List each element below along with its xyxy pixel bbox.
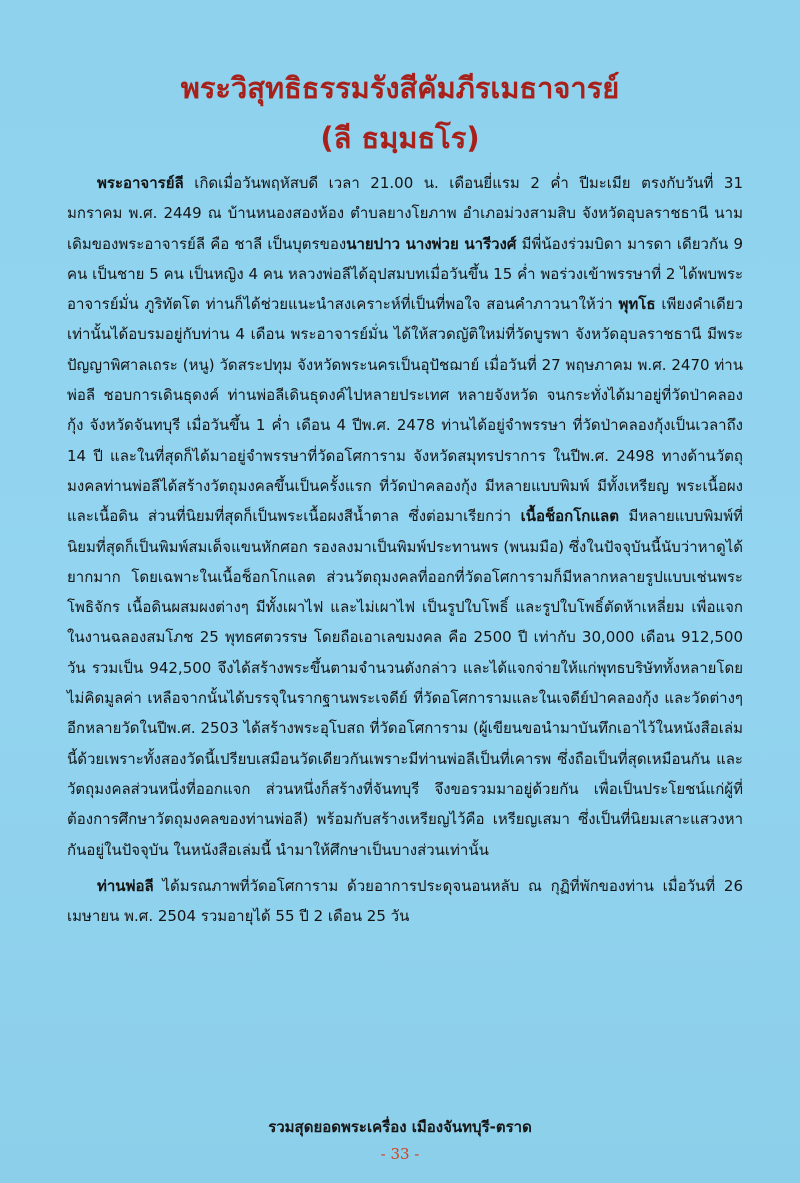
run: เพียงคำเดียวเท่านั้นได้อบรมอยู่กับท่าน 4 เดือน พระอาจารย์มั่น ได้ให้สวดญัติใหม่ที่วัดบูรพา จังหวัดอุบลราชธานี มีพระปัญญาพิศาลเถระ (หนู) วัดสระปทุม จังหวัดพระนครเป็นอุปัชฌาย์ เมื่อวันที่ 27 พฤษภาคม พ.ศ. 2470 ท่านพ่อลี ชอบการเดินธุดงค์ ท่านพ่อลีเดินธุดงค์ไปหลายประเทศ หลายจังหวัด จนกระทั่งได้มาอยู่ที่วัดป่าคลองกุ้ง จังหวัดจันทบุรี เมื่อวันขึ้น 1 ค่ำ เดือน 4 ปีพ.ศ. 2478 ท่านได้อยู่จำพรรษา ที่วัดป่าคลองกุ้งเป็นเวลาถึง 14 ปี และในที่สุดก็ได้มาอยู่จำพรรษาที่วัดอโศการาม จังหวัดสมุทรปราการ ในปีพ.ศ. 2498 ทางด้านวัตถุมงคลท่านพ่อลีได้สร้างวัตถุมงคลขึ้นเป็นครั้งแรก ที่วัดป่าคลองกุ้ง มีหลายแบบพิมพ์ มีทั้งเหรียญ พระเนื้อผงและเนื้อดิน ส่วนที่นิยมที่สุดก็เป็นพระเนื้อผงสีน้ำตาล ซึ่งต่อมาเรียกว่า <box>67 295 743 526</box>
run: ท่านพ่อลี <box>97 876 154 895</box>
run: นายปาว นางพ่วย นารีวงศ์ <box>346 234 517 253</box>
paragraph-biography <box>67 168 743 865</box>
paragraph-death <box>67 871 743 932</box>
body-text <box>67 168 743 931</box>
page-number: - 33 - <box>380 1145 420 1163</box>
run: เนื้อช็อกโกแลต <box>520 507 619 526</box>
run: พุทโธ <box>618 295 656 314</box>
run: พระอาจารย์ลี <box>97 174 184 192</box>
footer-book-title: รวมสุดยอดพระเครื่อง เมืองจันทบุรี-ตราด <box>268 1118 532 1136</box>
page-title: พระวิสุทธิธรรมรังสีคัมภีรเมธาจารย์ <box>180 71 620 105</box>
run: มีหลายแบบพิมพ์ที่นิยมที่สุดก็เป็นพิมพ์สมเด็จแขนหักศอก รองลงมาเป็นพิมพ์ประทานพร (พนมมือ) ซึ่งในปัจจุบันนี้นับว่าหาดูได้ยากมาก โดยเฉพาะในเนื้อช็อกโกแลต ส่วนวัตถุมงคลที่ออกที่วัดอโศการามก็มีหลากหลายรูปแบบเช่นพระโพธิจักร เนื้อดินผสมผงต่างๆ มีทั้งเผาไฟ และไม่เผาไฟ เป็นรูปใบโพธิ์ และรูปใบโพธิ์ตัดห้าเหลี่ยม เพื่อแจกในงานฉลองสมโภช 25 พุทธศตวรรษ โดยถือเอาเลขมงคล คือ 2500 ปี เท่ากับ 30,000 เดือน 912,500 วัน รวมเป็น 942,500 จึงได้สร้างพระขึ้นตามจำนวนดังกล่าว และได้แจกจ่ายให้แก่พุทธบริษัททั้งหลายโดยไม่คิดมูลค่า เหลือจากนั้นได้บรรจุในรากฐานพระเจดีย์ ที่วัดอโศการามและในเจดีย์ป่าคลองกุ้ง และวัดต่างๆ อีกหลายวัดในปีพ.ศ. 2503 ได้สร้างพระอุโบสถ ที่วัดอโศการาม (ผู้เขียนขอนำมาบันทึกเอาไว้ในหนังสือเล่มนี้ด้วยเพราะทั้งสองวัดนี้เปรียบเสมือนวัดเดียวกันเพราะมีท่านพ่อลีเป็นที่เคารพ ซึ่งถือเป็นที่สุดเหมือนกัน และวัตถุมงคลส่วนหนึ่งที่ออกแจก ส่วนหนึ่งก็สร้างที่จันทบุรี จึงขอรวมมาอยู่ด้วยกัน เพื่อเป็นประโยชน์แก่ผู้ที่ต้องการศึกษาวัตถุมงคลของท่านพ่อลี) พร้อมกับสร้างเหรียญไว้คือ เหรียญเสมา ซึ่งเป็นที่นิยมเสาะแสวงหากันอยู่ในปัจจุบัน ในหนังสือเล่มนี้ นำมาให้ศึกษาเป็นบางส่วนเท่านั้น <box>67 507 743 859</box>
run: ได้มรณภาพที่วัดอโศการาม ด้วยอาการประดุจนอนหลับ ณ กุฏิที่พักของท่าน เมื่อวันที่ 26 เมษายน พ.ศ. 2504 รวมอายุได้ 55 ปี 2 เดือน 25 วัน <box>67 876 743 926</box>
run: มีพี่น้องร่วมบิดา มารดา เดียวกัน 9 คน เป็นชาย 5 คน เป็นหญิง 4 คน หลวงพ่อลีได้อุปสมบทเมื่อวันขึ้น 15 ค่ำ พอร่วงเข้าพรรษาที่ 2 ได้พบพระอาจารย์มั่น ภูริทัตโต ท่านก็ได้ช่วยแนะนำสงเคราะห์ที่เป็นที่พอใจ สอนคำภาวนาให้ว่า <box>67 234 744 314</box>
run: เกิดเมื่อวันพฤหัสบดี เวลา 21.00 น. เดือนยี่แรม 2 ค่ำ ปีมะเมีย ตรงกับวันที่ 31 มกราคม พ.ศ. 2449 ณ บ้านหนองสองห้อง ตำบลยางโยภาพ อำเภอม่วงสามสิบ จังหวัดอุบลราชธานี นามเดิมของพระอาจารย์ลี คือ ชาลี เป็นบุตรของ <box>67 174 743 253</box>
page-subtitle: (ลี ธมฺมธโร) <box>320 121 480 155</box>
